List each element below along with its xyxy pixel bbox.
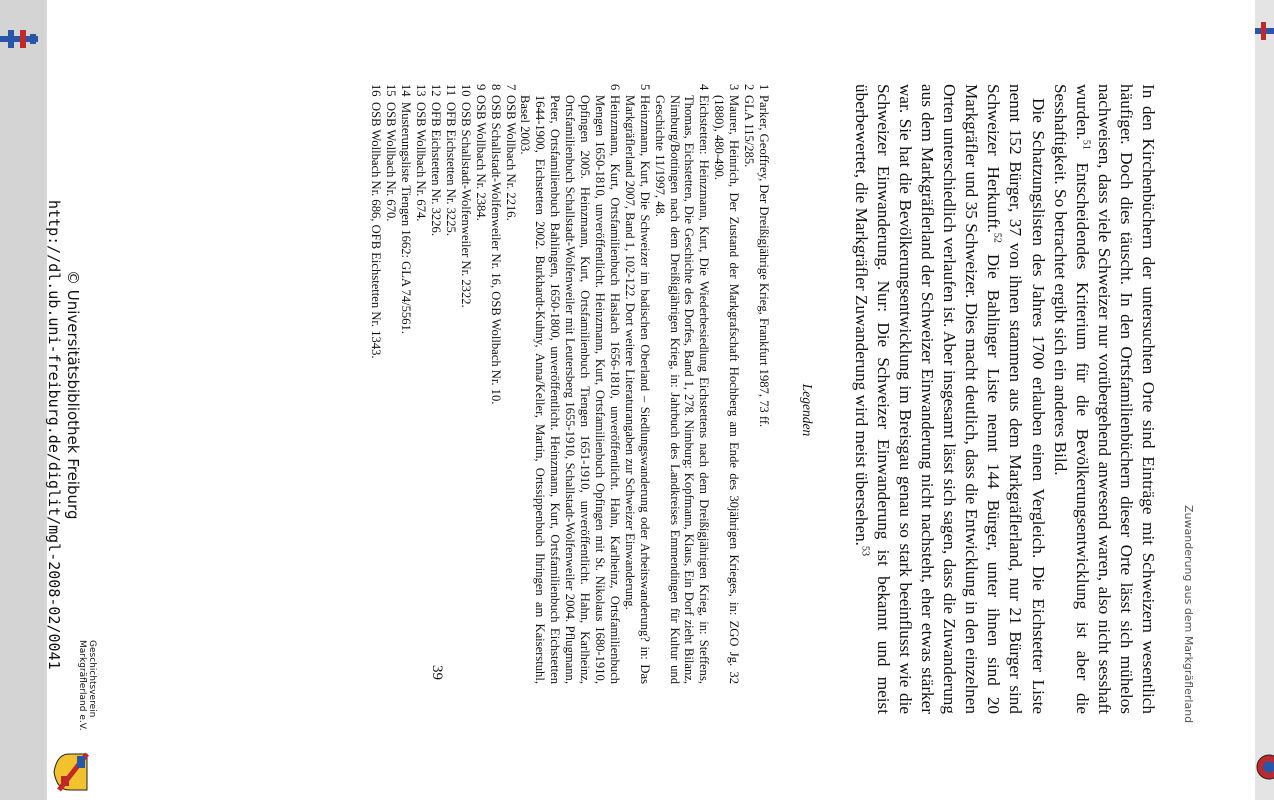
endnote: 3 Maurer, Heinrich, Der Zustand der Markgrafschaft Hochberg am Ende des 30jährigen Krieges, in: ZGO Jg. 32 (1880), 480-490. — [712, 84, 742, 684]
endnotes-list — [369, 84, 771, 684]
endnote: 8 OSB Schallstadt-Wolfenweiler Nr. 16, OSB Wollbach Nr. 10. — [488, 84, 503, 405]
copyright-text: © Universitätsbibliothek Freiburg — [64, 270, 82, 520]
coat-of-arms-icon — [53, 752, 89, 792]
endnote: 12 OFB Eichstetten Nr. 3226. — [429, 84, 444, 236]
paragraph: In den Kirchenbüchern der untersuchten Orte sind Einträge mit Schweizern wesentlich häufiger. Doch dies täuscht. In den Ortsfamilienbüchern dieser Orte lässt sich mühelos nachweisen, dass viele Schweizer nur vorübergehend anwesend waren, also nicht sesshaft wurden.$^{51}$ Entscheidendes Kriterium für die Bevölkerungsentwicklung ist aber die Sesshaftigkeit. So betrachtet ergibt sich ein anderes Bild. — [1050, 84, 1158, 714]
body-text — [850, 84, 1159, 714]
permalink-url[interactable]: http://dl.ub.uni-freiburg.de/diglit/mgl-2008-02/0041 — [45, 200, 63, 670]
endnote: 10 OSB Schallstadt-Wolfenweiler Nr. 2322. — [458, 84, 473, 308]
viewer-right-margin — [1255, 0, 1274, 800]
rotated-page-content — [47, 0, 1255, 800]
scanned-page — [47, 0, 1255, 800]
endnote: 2 GLA 115/285. — [742, 84, 757, 168]
ub-freiburg-logo-icon — [1255, 18, 1274, 48]
endnote: 15 OSB Wollbach Nr. 670. — [384, 84, 399, 222]
endnote: 5 Heinzmann, Kurt, Die Schweizer im badischen Oberland – Siedlungswanderung oder Arbeitswanderung? in: Das Markgräflerland 2007, Band 1, 102-122. Dort weitere Literaturangaben zur Schweizer Einwanderung. — [622, 84, 652, 684]
endnote: 9 OSB Wollbach Nr. 2384. — [473, 84, 488, 221]
legend-heading: Legenden — [800, 383, 815, 437]
endnote: 14 Musterungsliste Tiengen 1662: GLA 74/5561. — [399, 84, 414, 334]
endnote: 11 OFB Eichstetten Nr. 3225. — [443, 84, 458, 236]
page-number: 39 — [429, 665, 445, 680]
endnote: 4 Eichstetten: Heinzmann, Kurt, Die Wiederbesiedlung Eichstettens nach dem Dreißigjährigen Krieg, in: Steffens, Thomas, Eichstetten, Die Geschichte des Dorfes, Band 1, 278. Nimburg: Kopfmann, Klaus, Ein Dorf zieht Bilanz, Nimburg/Bottingen nach dem Dreißigjährigen Krieg, in: Jahrbuch des Landkreises Emmendingen für Kultur und Geschichte 11/1997, 48. — [652, 84, 712, 684]
paragraph: Die Schatzungslisten des Jahres 1700 erlauben einen Vergleich. Die Eichstetter Liste nennt 152 Bürger, 37 von ihnen stammen aus dem Markgräflerland, nur 21 Bürger sind Schweizer Herkunft.$^{52}$ Die Bahlinger Liste nennt 144 Bürger, unter ihnen sind 20 Markgräfler und 35 Schweizer. Dies macht deutlich, dass die Entwicklung in den einzelnen Orten unterschiedlich verlaufen ist. Aber insgesamt lässt sich sagen, dass die Zuwanderung aus dem Markgräflerland der Schweizer Einwanderung nicht nachsteht, eher etwas stärker war. Sie hat die Bevölkerungsentwicklung im Breisgau genau so stark beeinflusst wie die Schweizer Einwanderung. Nur: Die Schweizer Einwanderung ist bekannt und meist überbewertet, die Markgräfler Zuwanderung wird meist übersehen.$^{53}$ — [851, 84, 1048, 715]
viewer-left-margin — [0, 0, 46, 800]
endnote: 7 OSB Wollbach Nr. 2216. — [503, 84, 518, 221]
endnote: 6 Heinzmann, Kurt, Ortsfamilienbuch Haslach 1656-1810, unveröffentlicht. Hahn, Karlheinz, Ortsfamilienbuch Mengen 1650-1810, unveröffentlicht. Heinzmann, Kurt, Ortsfamilienbuch Opfingen mit St. Nikolaus 1680-1910, Opfingen 2005. Heinzmann, Kurt, Ortsfamilienbuch Tiengen 1651-1910, unveröffentlicht. Hahn, Karlheinz, Ortsfamilienbuch Schallstadt-Wolfenweiler mit Leutersberg 1655-1910, Schallstadt-Wolfenweiler 2004. Pflugmann, Peter, Ortsfamilienbuch Bahlingen, 1650-1800, unveröffentlicht. Heinzmann, Kurt, Ortsfamilienbuch Eichstetten 1644-1900, Eichstetten 2002. Burkhardt-Kuhny, Anna/Keller, Martin, Ortssippenbuch Ihringen am Kaiserstuhl, Basel 2003. — [518, 84, 622, 684]
endnote: 1 Parker, Geoffrey, Der Dreißigjährige Krieg, Frankfurt 1987, 73 ff. — [757, 84, 771, 428]
ub-freiburg-logo-icon — [0, 14, 46, 60]
endnote: 13 OSB Wollbach Nr. 674. — [414, 84, 429, 222]
society-label: Geschichtsverein Markgräflerland e.V. — [77, 640, 97, 731]
cropped-header-text: Zuwanderung aus dem Markgräflerland — [1182, 505, 1195, 724]
circular-emblem-icon — [1255, 752, 1274, 782]
endnote: 16 OSB Wollbach Nr. 686, OFB Eichstetten Nr. 1343. — [369, 84, 384, 359]
